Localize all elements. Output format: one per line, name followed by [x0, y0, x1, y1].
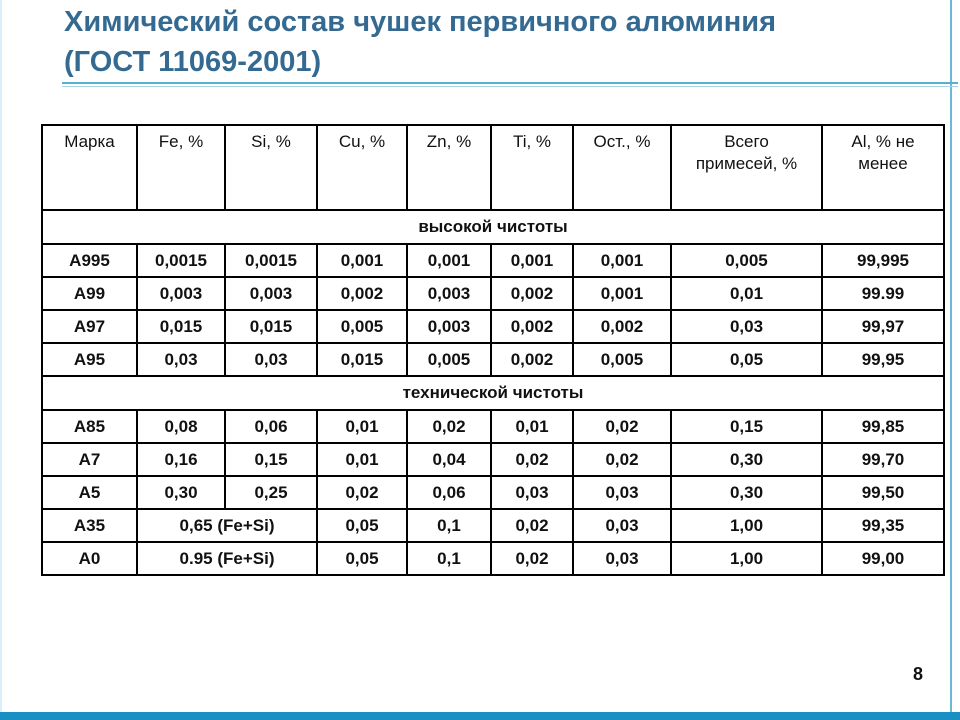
- cell-ti: 0,02: [491, 542, 573, 575]
- cell-ti: 0,002: [491, 310, 573, 343]
- header-grade: Марка: [42, 125, 137, 210]
- cell-al: 99,85: [822, 410, 944, 443]
- cell-fe: 0,08: [137, 410, 225, 443]
- table-row: [42, 410, 944, 443]
- cell-cu: 0,015: [317, 343, 407, 376]
- cell-other: 0,02: [573, 443, 671, 476]
- header-al-min: Al, % не менее: [822, 125, 944, 210]
- cell-si: 0,03: [225, 343, 317, 376]
- cell-si: 0,15: [225, 443, 317, 476]
- cell-al: 99,995: [822, 244, 944, 277]
- title-line-1: Химический состав чушек первичного алюминия: [64, 6, 777, 38]
- title-underline: [62, 82, 958, 84]
- cell-other: 0,001: [573, 277, 671, 310]
- cell-zn: 0,1: [407, 542, 491, 575]
- cell-al: 99,95: [822, 343, 944, 376]
- cell-zn: 0,003: [407, 310, 491, 343]
- title-line-2: (ГОСТ 11069-2001): [64, 46, 322, 78]
- cell-cu: 0,05: [317, 542, 407, 575]
- cell-zn: 0,001: [407, 244, 491, 277]
- cell-grade: A85: [42, 410, 137, 443]
- cell-total: 1,00: [671, 509, 822, 542]
- cell-other: 0,03: [573, 476, 671, 509]
- table-row: [42, 542, 944, 575]
- cell-cu: 0,01: [317, 443, 407, 476]
- cell-other: 0,001: [573, 244, 671, 277]
- cell-cu: 0,05: [317, 509, 407, 542]
- table-row: [42, 343, 944, 376]
- cell-si: 0,0015: [225, 244, 317, 277]
- cell-total: 0,03: [671, 310, 822, 343]
- header-other: Ост., %: [573, 125, 671, 210]
- cell-cu: 0,02: [317, 476, 407, 509]
- cell-fe-si-combined: 0,65 (Fe+Si): [137, 509, 317, 542]
- cell-al: 99,50: [822, 476, 944, 509]
- cell-ti: 0,01: [491, 410, 573, 443]
- cell-al: 99,35: [822, 509, 944, 542]
- cell-fe: 0,03: [137, 343, 225, 376]
- cell-zn: 0,06: [407, 476, 491, 509]
- cell-ti: 0,03: [491, 476, 573, 509]
- table-row: [42, 443, 944, 476]
- cell-si: 0,06: [225, 410, 317, 443]
- cell-fe: 0,30: [137, 476, 225, 509]
- cell-total: 0,005: [671, 244, 822, 277]
- cell-total: 0,30: [671, 443, 822, 476]
- cell-other: 0,005: [573, 343, 671, 376]
- cell-ti: 0,002: [491, 277, 573, 310]
- cell-al: 99,97: [822, 310, 944, 343]
- table-row: [42, 277, 944, 310]
- cell-other: 0,002: [573, 310, 671, 343]
- cell-fe: 0,16: [137, 443, 225, 476]
- cell-cu: 0,005: [317, 310, 407, 343]
- cell-grade: A5: [42, 476, 137, 509]
- cell-al: 99,70: [822, 443, 944, 476]
- table-row: [42, 476, 944, 509]
- cell-si: 0,25: [225, 476, 317, 509]
- cell-fe: 0,0015: [137, 244, 225, 277]
- slide-title: [64, 2, 776, 82]
- cell-si: 0,015: [225, 310, 317, 343]
- cell-ti: 0,001: [491, 244, 573, 277]
- header-ti: Ti, %: [491, 125, 573, 210]
- header-zn: Zn, %: [407, 125, 491, 210]
- cell-zn: 0,005: [407, 343, 491, 376]
- cell-grade: A99: [42, 277, 137, 310]
- composition-table: [41, 124, 945, 576]
- cell-fe-si-combined: 0.95 (Fe+Si): [137, 542, 317, 575]
- cell-grade: A95: [42, 343, 137, 376]
- title-underline-secondary: [62, 86, 958, 87]
- cell-total: 0,30: [671, 476, 822, 509]
- cell-ti: 0,02: [491, 443, 573, 476]
- cell-total: 0,05: [671, 343, 822, 376]
- cell-fe: 0,003: [137, 277, 225, 310]
- cell-other: 0,03: [573, 542, 671, 575]
- header-fe: Fe, %: [137, 125, 225, 210]
- cell-grade: A97: [42, 310, 137, 343]
- cell-zn: 0,003: [407, 277, 491, 310]
- cell-total: 1,00: [671, 542, 822, 575]
- cell-ti: 0,02: [491, 509, 573, 542]
- header-total-impurities: Всего примесей, %: [671, 125, 822, 210]
- cell-other: 0,02: [573, 410, 671, 443]
- bottom-accent-bar: [0, 712, 960, 720]
- section-row: [42, 210, 944, 244]
- cell-zn: 0,02: [407, 410, 491, 443]
- cell-cu: 0,002: [317, 277, 407, 310]
- slide-frame-left: [0, 0, 2, 712]
- cell-si: 0,003: [225, 277, 317, 310]
- table-row: [42, 509, 944, 542]
- cell-grade: A35: [42, 509, 137, 542]
- table-header-row: [42, 125, 944, 210]
- slide-frame-right: [950, 0, 952, 712]
- section-label-high-purity: высокой чистоты: [42, 210, 944, 244]
- cell-cu: 0,001: [317, 244, 407, 277]
- cell-zn: 0,04: [407, 443, 491, 476]
- cell-grade: A995: [42, 244, 137, 277]
- table-row: [42, 310, 944, 343]
- section-label-technical-purity: технической чистоты: [42, 376, 944, 410]
- cell-fe: 0,015: [137, 310, 225, 343]
- cell-grade: A0: [42, 542, 137, 575]
- cell-ti: 0,002: [491, 343, 573, 376]
- cell-cu: 0,01: [317, 410, 407, 443]
- page-number: 8: [912, 664, 923, 684]
- header-cu: Cu, %: [317, 125, 407, 210]
- cell-al: 99,00: [822, 542, 944, 575]
- cell-zn: 0,1: [407, 509, 491, 542]
- cell-total: 0,15: [671, 410, 822, 443]
- section-row: [42, 376, 944, 410]
- cell-total: 0,01: [671, 277, 822, 310]
- cell-other: 0,03: [573, 509, 671, 542]
- header-si: Si, %: [225, 125, 317, 210]
- cell-grade: A7: [42, 443, 137, 476]
- cell-al: 99.99: [822, 277, 944, 310]
- table-row: [42, 244, 944, 277]
